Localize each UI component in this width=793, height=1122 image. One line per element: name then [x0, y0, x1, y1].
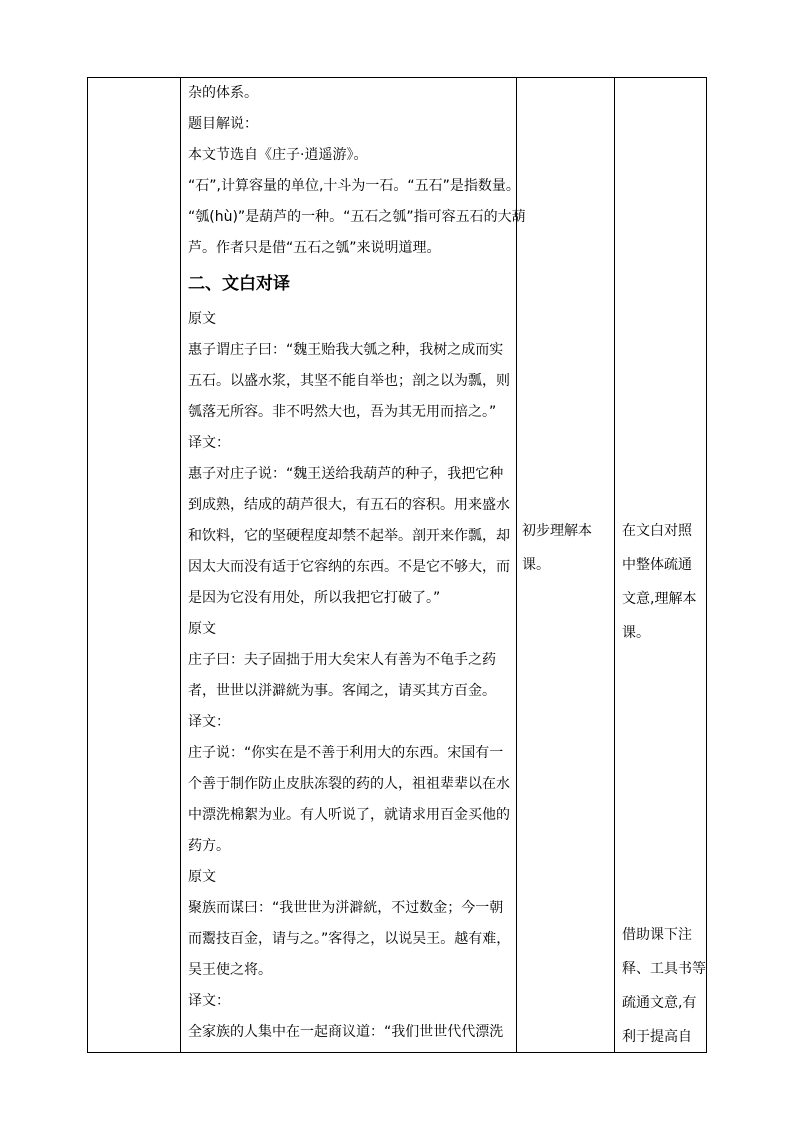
text-line: 利于提高自	[622, 1029, 692, 1045]
empty-first-column	[88, 78, 180, 1052]
text-line: 原文	[188, 311, 216, 327]
text-line: 原文	[188, 621, 216, 637]
text-line: 是因为它没有用处，所以我把它打破了。”	[188, 590, 441, 606]
student-activity-column	[516, 78, 614, 1052]
intent-text-2	[622, 918, 706, 1054]
text-line: 庄子曰：夫子固拙于用大矣宋人有善为不龟手之药	[188, 652, 496, 668]
text-line: “瓠(hù)”是葫芦的一种。“五石之瓠”指可容五石的大葫	[188, 209, 526, 225]
text-line: 初步理解本	[522, 523, 592, 539]
text-line: 惠子谓庄子曰：“魏王贻我大瓠之种，我树之成而实	[188, 342, 504, 358]
intro-text-block	[188, 78, 526, 264]
column-divider	[614, 78, 615, 1052]
design-intent-column	[616, 78, 708, 1052]
text-line: 疏通文意,有	[622, 995, 697, 1011]
text-line: 而鬻技百金，请与之。”客得之，以说吴王。越有难，	[188, 931, 511, 947]
intent-text-1	[622, 514, 696, 650]
text-line: 因太大而没有适于它容纳的东西。不是它不够大，而	[188, 559, 510, 575]
text-line: 本文节选自《庄子·逍遥游》。	[188, 147, 368, 163]
text-line: 聚族而谋曰：“我世世为洴澼絖，不过数金；今一朝	[188, 900, 504, 916]
text-line: 原文	[188, 869, 216, 885]
text-line: 到成熟，结成的葫芦很大，有五石的容积。用来盛水	[188, 497, 510, 513]
text-line: 吴王使之将。	[188, 962, 272, 978]
text-line: 文意,理解本	[622, 591, 697, 607]
text-line: 译文：	[188, 993, 230, 1009]
text-line: 译文：	[188, 714, 230, 730]
text-line: 在文白对照	[622, 523, 692, 539]
text-line: 中整体疏通	[622, 557, 692, 573]
text-line: 和饮料，它的坚硬程度却禁不起举。剖开来作瓢，却	[188, 528, 510, 544]
text-line: 瓠落无所容。非不呺然大也，吾为其无用而掊之。”	[188, 404, 497, 420]
content-column	[180, 78, 526, 1052]
text-line: 五石。以盛水浆，其坚不能自举也；剖之以为瓢，则	[188, 373, 510, 389]
text-line: 题目解说：	[188, 116, 258, 132]
text-line: 借助课下注	[622, 927, 692, 943]
text-line: 释、工具书等	[622, 961, 706, 977]
text-line: 译文：	[188, 435, 230, 451]
text-line: “石”,计算容量的单位,十斗为一石。“五石”是指数量。	[188, 178, 520, 194]
lesson-table	[87, 77, 707, 1053]
text-line: 课。	[522, 557, 550, 573]
text-line: 杂的体系。	[188, 85, 258, 101]
text-line: 中漂洗棉絮为业。有人听说了，就请求用百金买他的	[188, 807, 510, 823]
text-line: 个善于制作防止皮肤冻裂的药的人，祖祖辈辈以在水	[188, 776, 510, 792]
activity-text	[522, 514, 592, 582]
text-line: 庄子说：“你实在是不善于利用大的东西。宋国有一	[188, 745, 504, 761]
text-line: 芦。作者只是借“五石之瓠”来说明道理。	[188, 240, 441, 256]
text-line: 者，世世以洴澼絖为事。客闻之，请买其方百金。	[188, 683, 496, 699]
section-heading: 二、文白对译	[188, 274, 290, 294]
text-line: 惠子对庄子说：“魏王送给我葫芦的种子，我把它种	[188, 466, 504, 482]
text-line: 全家族的人集中在一起商议道：“我们世世代代漂洗	[188, 1024, 504, 1040]
text-line: 课。	[622, 625, 650, 641]
translation-text-block	[188, 304, 512, 1048]
text-line: 药方。	[188, 838, 230, 854]
